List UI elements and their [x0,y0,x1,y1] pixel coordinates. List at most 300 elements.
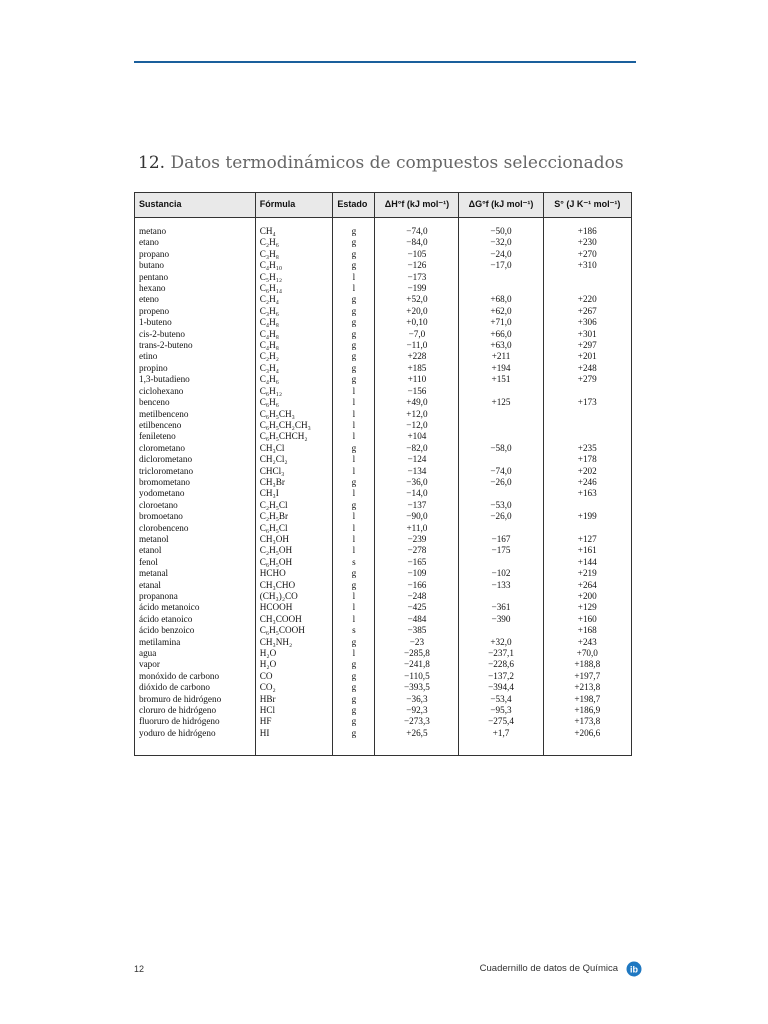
cell-entropy: +310 [543,260,631,271]
cell-formula: C₄H₈ [255,329,333,340]
cell-estado: l [333,272,375,283]
cell-entropy [543,386,631,397]
cell-entropy [543,409,631,420]
cell-sustancia: agua [139,648,157,659]
cell-sustancia: clorobenceno [139,522,189,533]
cell-enthalpy: +49,0 [375,397,459,408]
cell-gibbs [459,557,543,568]
cell-gibbs: −361 [459,602,543,613]
cell-entropy: +264 [543,580,631,591]
cell-gibbs: +66,0 [459,329,543,340]
cell-formula: CH₃I [255,488,333,499]
cell-enthalpy: −285,8 [375,648,459,659]
cell-sustancia: ácido metanoico [139,602,200,613]
cell-formula: C₂H₅Br [255,511,333,522]
cell-gibbs [459,409,543,420]
cell-estado: g [333,705,375,716]
cell-gibbs [459,523,543,534]
cell-enthalpy: −134 [375,466,459,477]
table-row [135,728,632,756]
cell-entropy [543,420,631,431]
cell-formula: C₆H₅CH₂CH₃ [255,420,333,431]
table-row [135,283,632,294]
cell-gibbs: +194 [459,363,543,374]
table-row [135,580,632,591]
table-row [135,637,632,648]
cell-sustancia: bromuro de hidrógeno [139,693,222,704]
cell-formula: C₂H₅OH [255,545,333,556]
cell-sustancia: ácido etanoico [139,613,193,624]
cell-sustancia: benceno [139,397,170,408]
cell-entropy [543,431,631,442]
table-row [135,329,632,340]
cell-sustancia: propano [139,248,170,259]
table-row [135,534,632,545]
cell-estado: g [333,580,375,591]
cell-estado: g [333,716,375,727]
cell-entropy: +188,8 [543,659,631,670]
cell-gibbs: −32,0 [459,237,543,248]
cell-estado: g [333,443,375,454]
cell-entropy: +198,7 [543,694,631,705]
cell-formula: C₆H₁₄ [255,283,333,294]
cell-entropy: +144 [543,557,631,568]
cell-sustancia: bromometano [139,476,191,487]
cell-enthalpy: +104 [375,431,459,442]
cell-gibbs: −275,4 [459,716,543,727]
table-row [135,443,632,454]
cell-enthalpy: −385 [375,625,459,636]
cell-enthalpy: −199 [375,283,459,294]
cell-sustancia: 1,3-butadieno [139,374,190,385]
table-row [135,591,632,602]
cell-gibbs: −137,2 [459,671,543,682]
cell-enthalpy: −11,0 [375,340,459,351]
table-row [135,648,632,659]
cell-estado: g [333,317,375,328]
table-row [135,659,632,670]
cell-formula: CO [255,671,333,682]
table-row [135,466,632,477]
table-body [135,218,632,756]
cell-sustancia: etanal [139,579,161,590]
cell-entropy: +219 [543,568,631,579]
cell-gibbs: −26,0 [459,511,543,522]
cell-entropy: +279 [543,374,631,385]
table-row [135,340,632,351]
cell-estado: g [333,218,375,238]
table-row [135,374,632,385]
cell-enthalpy: +185 [375,363,459,374]
cell-gibbs: +1,7 [459,728,543,756]
table-row [135,317,632,328]
cell-entropy: +202 [543,466,631,477]
cell-entropy [543,272,631,283]
cell-enthalpy: −126 [375,260,459,271]
cell-estado: l [333,648,375,659]
table-row [135,431,632,442]
ib-logo-icon [626,961,642,977]
cell-gibbs [459,488,543,499]
cell-gibbs: −53,4 [459,694,543,705]
cell-gibbs: −394,4 [459,682,543,693]
cell-formula: C₃H₆ [255,306,333,317]
cell-formula: C₆H₅COOH [255,625,333,636]
cell-estado: l [333,420,375,431]
cell-entropy: +186 [543,218,631,238]
cell-estado: l [333,454,375,465]
table-row [135,260,632,271]
page-number: 12 [134,964,145,974]
cell-gibbs: +125 [459,397,543,408]
cell-gibbs: +151 [459,374,543,385]
cell-enthalpy: +110 [375,374,459,385]
cell-sustancia: fenol [139,556,158,567]
table-row [135,694,632,705]
cell-sustancia: metanal [139,568,169,579]
table-row [135,545,632,556]
cell-enthalpy: −105 [375,249,459,260]
cell-gibbs: −74,0 [459,466,543,477]
cell-enthalpy: −156 [375,386,459,397]
cell-entropy: +306 [543,317,631,328]
thermo-table [134,192,632,756]
cell-gibbs: −17,0 [459,260,543,271]
cell-formula: H₂O [255,648,333,659]
cell-formula: HF [255,716,333,727]
header-estado: Estado [333,193,375,218]
cell-formula: HBr [255,694,333,705]
cell-formula: CH₃NH₂ [255,637,333,648]
cell-enthalpy: −36,3 [375,694,459,705]
cell-gibbs [459,625,543,636]
cell-gibbs: +211 [459,351,543,362]
table-row [135,218,632,238]
cell-enthalpy: −23 [375,637,459,648]
cell-entropy: +199 [543,511,631,522]
cell-formula: C₄H₈ [255,317,333,328]
cell-entropy: +301 [543,329,631,340]
header-gibbs: ΔG°f (kJ mol⁻¹) [459,193,543,218]
header-formula: Fórmula [255,193,333,218]
cell-formula: CH₃OH [255,534,333,545]
cell-formula: HCHO [255,568,333,579]
cell-estado: g [333,374,375,385]
cell-enthalpy: −425 [375,602,459,613]
cell-estado: l [333,431,375,442]
cell-estado: l [333,488,375,499]
cell-entropy: +160 [543,614,631,625]
cell-formula: H₂O [255,659,333,670]
table-row [135,351,632,362]
cell-estado: g [333,682,375,693]
table-row [135,602,632,613]
cell-formula: C₂H₄ [255,294,333,305]
cell-gibbs: +71,0 [459,317,543,328]
cell-sustancia: metano [139,226,167,236]
table-row [135,488,632,499]
cell-enthalpy: −273,3 [375,716,459,727]
table-row [135,272,632,283]
cell-enthalpy: −90,0 [375,511,459,522]
cell-entropy: +267 [543,306,631,317]
cell-formula: (CH₃)₂CO [255,591,333,602]
table-header-row [135,193,632,218]
cell-formula: C₆H₅OH [255,557,333,568]
cell-enthalpy: +11,0 [375,523,459,534]
cell-formula: CH₃COOH [255,614,333,625]
cell-estado: g [333,671,375,682]
cell-sustancia: butano [139,260,165,271]
table-row [135,557,632,568]
table-row [135,500,632,511]
cell-formula: CO₂ [255,682,333,693]
cell-enthalpy: −7,0 [375,329,459,340]
cell-estado: l [333,614,375,625]
cell-gibbs: −133 [459,580,543,591]
cell-sustancia: cloroetano [139,499,178,510]
cell-formula: C₂H₂ [255,351,333,362]
cell-estado: g [333,260,375,271]
section-title-text: Datos termodinámicos de compuestos seleccionados [170,153,624,173]
cell-gibbs: −26,0 [459,477,543,488]
cell-sustancia: cis-2-buteno [139,328,185,339]
cell-enthalpy: −239 [375,534,459,545]
cell-formula: HI [255,728,333,756]
cell-entropy: +186,9 [543,705,631,716]
cell-gibbs: −167 [459,534,543,545]
table-row [135,363,632,374]
cell-gibbs: −102 [459,568,543,579]
cell-gibbs: +63,0 [459,340,543,351]
cell-gibbs [459,431,543,442]
footer-book-title: Cuadernillo de datos de Química [479,963,618,974]
cell-enthalpy: +12,0 [375,409,459,420]
cell-entropy: +235 [543,443,631,454]
cell-entropy: +230 [543,237,631,248]
cell-formula: C₆H₅Cl [255,523,333,534]
table-row [135,625,632,636]
cell-gibbs: −95,3 [459,705,543,716]
cell-estado: l [333,283,375,294]
cell-formula: CH₃CHO [255,580,333,591]
cell-entropy: +297 [543,340,631,351]
cell-formula: C₂H₆ [255,237,333,248]
svg-text:ib: ib [630,964,638,975]
cell-entropy: +220 [543,294,631,305]
cell-estado: l [333,591,375,602]
cell-estado: l [333,409,375,420]
table-row [135,409,632,420]
table-row [135,523,632,534]
cell-enthalpy: −74,0 [375,218,459,238]
cell-enthalpy: −278 [375,545,459,556]
cell-enthalpy: −84,0 [375,237,459,248]
cell-sustancia: fenileteno [139,431,176,442]
cell-entropy [543,523,631,534]
section-number: 12. [138,153,166,173]
cell-formula: C₅H₁₂ [255,272,333,283]
cell-entropy: +246 [543,477,631,488]
cell-enthalpy: −484 [375,614,459,625]
cell-entropy: +70,0 [543,648,631,659]
cell-sustancia: etano [139,237,159,248]
table-row [135,614,632,625]
cell-sustancia: propanona [139,591,178,601]
cell-enthalpy: +20,0 [375,306,459,317]
cell-gibbs: −53,0 [459,500,543,511]
cell-sustancia: triclorometano [139,465,194,476]
cell-sustancia: metanol [139,533,169,544]
table-row [135,386,632,397]
cell-enthalpy: −82,0 [375,443,459,454]
cell-enthalpy: −241,8 [375,659,459,670]
cell-enthalpy: −36,0 [375,477,459,488]
cell-formula: C₃H₈ [255,249,333,260]
cell-formula: HCl [255,705,333,716]
cell-enthalpy: −14,0 [375,488,459,499]
table-row [135,249,632,260]
cell-entropy: +270 [543,249,631,260]
cell-sustancia: yoduro de hidrógeno [139,727,216,738]
cell-gibbs: +68,0 [459,294,543,305]
cell-estado: g [333,237,375,248]
cell-sustancia: trans-2-buteno [139,340,193,351]
cell-gibbs [459,283,543,294]
cell-gibbs [459,420,543,431]
cell-sustancia: bromoetano [139,511,183,522]
cell-enthalpy: +0,10 [375,317,459,328]
cell-estado: g [333,637,375,648]
table-row [135,397,632,408]
table-row [135,294,632,305]
cell-enthalpy: −137 [375,500,459,511]
cell-estado: g [333,694,375,705]
cell-estado: g [333,363,375,374]
cell-formula: C₄H₈ [255,340,333,351]
cell-estado: g [333,500,375,511]
cell-gibbs: +62,0 [459,306,543,317]
header-sustancia: Sustancia [135,193,256,218]
cell-sustancia: metilbenceno [139,408,189,419]
top-rule [134,61,636,63]
cell-estado: g [333,659,375,670]
cell-gibbs: −390 [459,614,543,625]
cell-formula: CH₂Cl₂ [255,454,333,465]
cell-sustancia: etanol [139,545,162,556]
cell-estado: l [333,397,375,408]
cell-estado: g [333,294,375,305]
cell-enthalpy: −110,5 [375,671,459,682]
cell-entropy: +213,8 [543,682,631,693]
cell-gibbs: −228,6 [459,659,543,670]
cell-estado: l [333,545,375,556]
cell-sustancia: propeno [139,305,170,316]
cell-sustancia: etilbenceno [139,419,182,430]
table-row [135,511,632,522]
cell-entropy [543,283,631,294]
cell-estado: l [333,602,375,613]
cell-sustancia: ácido benzoico [139,625,195,636]
cell-formula: CH₃Br [255,477,333,488]
cell-gibbs [459,386,543,397]
cell-estado: g [333,477,375,488]
cell-formula: C₆H₆ [255,397,333,408]
cell-sustancia: fluoruro de hidrógeno [139,716,220,727]
header-enthalpy: ΔH°f (kJ mol⁻¹) [375,193,459,218]
cell-sustancia: cloruro de hidrógeno [139,705,217,716]
cell-gibbs: +32,0 [459,637,543,648]
cell-formula: C₆H₅CH₃ [255,409,333,420]
cell-formula: CH₄ [255,218,333,238]
cell-sustancia: ciclohexano [139,385,184,396]
cell-sustancia: yodometano [139,488,185,499]
section-title [138,153,624,173]
cell-sustancia: pentano [139,271,169,282]
cell-entropy: +243 [543,637,631,648]
cell-enthalpy: −248 [375,591,459,602]
cell-enthalpy: +26,5 [375,728,459,756]
cell-enthalpy: −12,0 [375,420,459,431]
cell-enthalpy: −166 [375,580,459,591]
table-row [135,306,632,317]
cell-gibbs: −24,0 [459,249,543,260]
cell-estado: l [333,386,375,397]
cell-sustancia: hexano [139,283,166,294]
cell-entropy: +197,7 [543,671,631,682]
cell-entropy: +163 [543,488,631,499]
cell-estado: l [333,534,375,545]
cell-entropy: +173 [543,397,631,408]
cell-estado: g [333,351,375,362]
cell-formula: CH₃Cl [255,443,333,454]
cell-enthalpy: −165 [375,557,459,568]
cell-formula: C₆H₅CHCH₂ [255,431,333,442]
cell-estado: g [333,728,375,756]
cell-entropy: +206,6 [543,728,631,756]
table-row [135,568,632,579]
cell-gibbs [459,591,543,602]
cell-estado: l [333,523,375,534]
cell-formula: C₂H₅Cl [255,500,333,511]
cell-sustancia: eteno [139,294,159,305]
table-row [135,454,632,465]
cell-sustancia: dióxido de carbono [139,682,210,693]
cell-estado: g [333,568,375,579]
cell-enthalpy: +228 [375,351,459,362]
table-row [135,671,632,682]
cell-enthalpy: −109 [375,568,459,579]
cell-gibbs: −175 [459,545,543,556]
cell-entropy: +127 [543,534,631,545]
cell-sustancia: monóxido de carbono [139,670,220,681]
cell-estado: g [333,329,375,340]
cell-gibbs: −58,0 [459,443,543,454]
cell-entropy: +200 [543,591,631,602]
cell-entropy: +129 [543,602,631,613]
cell-sustancia: propino [139,362,168,373]
cell-sustancia: clorometano [139,442,185,453]
table-row [135,716,632,727]
cell-estado: s [333,557,375,568]
cell-formula: C₆H₁₂ [255,386,333,397]
cell-enthalpy: −173 [375,272,459,283]
cell-estado: l [333,511,375,522]
table-row [135,477,632,488]
cell-sustancia: metilamina [139,636,181,647]
cell-gibbs [459,454,543,465]
cell-enthalpy: −92,3 [375,705,459,716]
